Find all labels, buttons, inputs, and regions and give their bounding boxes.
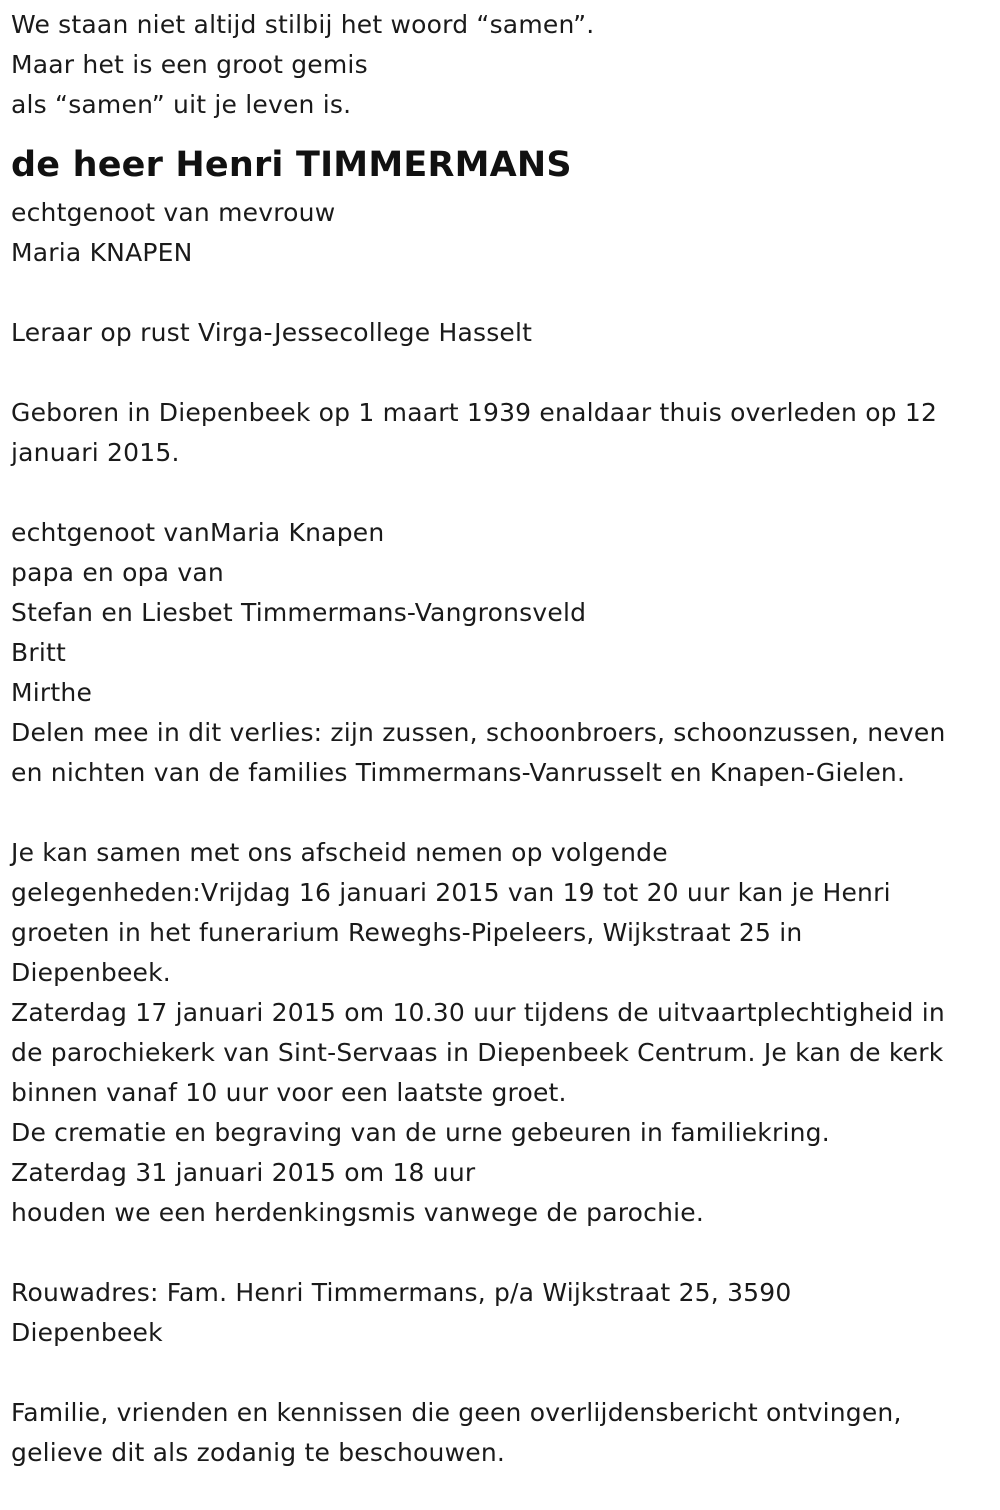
- family-line: papa en opa van: [11, 558, 224, 587]
- ceremony-line: de parochiekerk van Sint-Servaas in Diepenbeek Centrum. Je kan de kerk: [11, 1038, 944, 1067]
- occupation: Leraar op rust Virga-Jessecollege Hasselt: [11, 318, 533, 347]
- spacer: [11, 1353, 991, 1393]
- family-line: Stefan en Liesbet Timmermans-Vangronsveld: [11, 598, 587, 627]
- birth-death-line: januari 2015.: [11, 438, 180, 467]
- family-line: Delen mee in dit verlies: zijn zussen, schoonbroers, schoonzussen, neven: [11, 718, 946, 747]
- spacer: [11, 793, 991, 833]
- deceased-name: de heer Henri TIMMERMANS: [11, 145, 572, 185]
- ceremony-line: Zaterdag 31 januari 2015 om 18 uur: [11, 1158, 476, 1187]
- spouse-section: [11, 193, 991, 273]
- spacer: [11, 1233, 991, 1273]
- spouse-line: Maria KNAPEN: [11, 238, 193, 267]
- poem-line: als “samen” uit je leven is.: [11, 90, 352, 119]
- spacer: [11, 273, 991, 313]
- address-line: Rouwadres: Fam. Henri Timmermans, p/a Wijkstraat 25, 3590: [11, 1278, 792, 1307]
- address-line: Diepenbeek: [11, 1318, 163, 1347]
- family-line: Britt: [11, 638, 66, 667]
- ceremony-line: Je kan samen met ons afscheid nemen op volgende: [11, 838, 668, 867]
- poem-section: [11, 5, 991, 125]
- family-line: echtgenoot vanMaria Knapen: [11, 518, 385, 547]
- spacer: [11, 353, 991, 393]
- birth-death-section: [11, 393, 991, 473]
- ceremony-line: Diepenbeek.: [11, 958, 171, 987]
- closing-section: [11, 1393, 991, 1473]
- family-section: [11, 513, 991, 793]
- address-section: [11, 1273, 991, 1353]
- birth-death-line: Geboren in Diepenbeek op 1 maart 1939 enaldaar thuis overleden op 12: [11, 398, 938, 427]
- family-line: Mirthe: [11, 678, 93, 707]
- closing-line: gelieve dit als zodanig te beschouwen.: [11, 1438, 506, 1467]
- ceremony-line: gelegenheden:Vrijdag 16 januari 2015 van 19 tot 20 uur kan je Henri: [11, 878, 891, 907]
- ceremony-line: De crematie en begraving van de urne gebeuren in familiekring.: [11, 1118, 830, 1147]
- ceremony-line: Zaterdag 17 januari 2015 om 10.30 uur tijdens de uitvaartplechtigheid in: [11, 998, 945, 1027]
- ceremony-line: houden we een herdenkingsmis vanwege de parochie.: [11, 1198, 705, 1227]
- ceremony-line: binnen vanaf 10 uur voor een laatste groet.: [11, 1078, 567, 1107]
- ceremony-line: groeten in het funerarium Reweghs-Pipeleers, Wijkstraat 25 in: [11, 918, 803, 947]
- poem-line: Maar het is een groot gemis: [11, 50, 368, 79]
- obituary-document: [11, 5, 991, 1473]
- closing-line: Familie, vrienden en kennissen die geen overlijdensbericht ontvingen,: [11, 1398, 902, 1427]
- spacer: [11, 473, 991, 513]
- family-line: en nichten van de families Timmermans-Vanrusselt en Knapen-Gielen.: [11, 758, 906, 787]
- ceremony-section: [11, 833, 991, 1233]
- poem-line: We staan niet altijd stilbij het woord “samen”.: [11, 10, 595, 39]
- spouse-line: echtgenoot van mevrouw: [11, 198, 336, 227]
